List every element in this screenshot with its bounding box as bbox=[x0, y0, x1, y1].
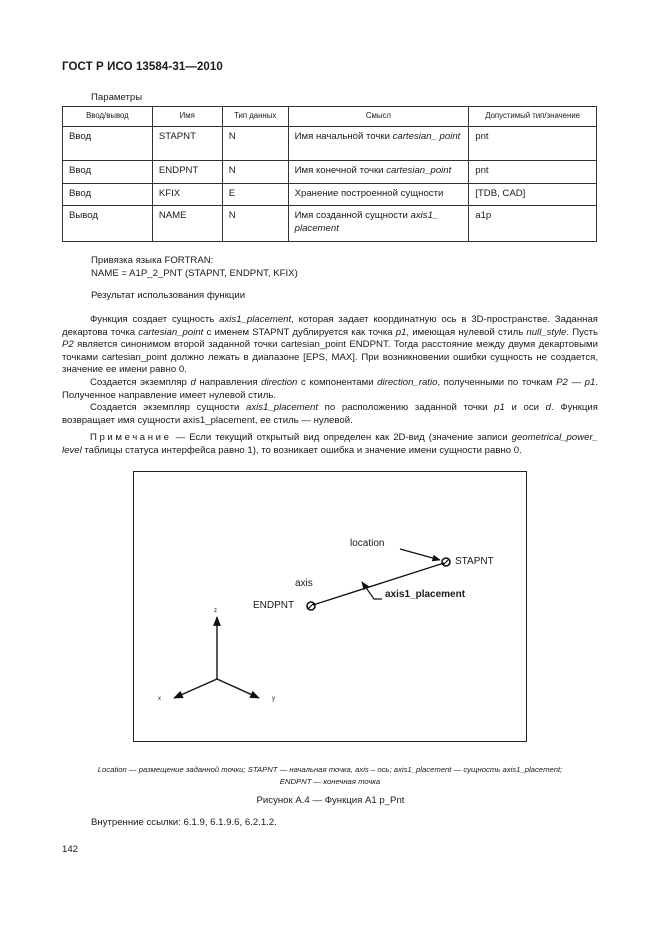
figure-frame bbox=[133, 471, 527, 742]
table-row bbox=[63, 184, 597, 206]
cell-type: N bbox=[222, 127, 288, 161]
column-header: Имя bbox=[152, 107, 222, 127]
cell-name: ENDPNT bbox=[152, 161, 222, 184]
cell-io: Вывод bbox=[63, 206, 153, 242]
cell-io: Ввод bbox=[63, 184, 153, 206]
internal-references: Внутренние ссылки: 6.1.9, 6.1.9.6, 6.2.1.2. bbox=[91, 817, 277, 828]
cell-meaning: Хранение построенной сущности bbox=[288, 184, 469, 206]
paragraph: Функция создает сущность axis1_placement, которая задает координатную ось в 3D-пространстве. Заданная декартова точка cartesian_point с именем STAPNT дублируется как точка p1, имеющая нулевой стиль null_style. Пусть P2 является синонимом второй заданной точки cartesian_point ENDPNT. Тогда расстояние между двумя декартовыми точками cartesian_point должно лежать в диапазоне [EPS, MAX]. При возникновении ошибки сущность не создается, значение ее имени равно 0. bbox=[62, 314, 599, 376]
cell-allowed: [TDB, CAD] bbox=[469, 184, 597, 206]
cell-allowed: pnt bbox=[469, 161, 597, 184]
label-endpnt: ENDPNT bbox=[253, 600, 295, 611]
cell-io: Ввод bbox=[63, 161, 153, 184]
label-axis: axis bbox=[295, 578, 313, 589]
caption-line: Location — размещение заданной точки; STAPNT — начальная точка, axis – ось; axis1_placement — сущность axis1_placement; bbox=[97, 765, 563, 774]
fortran-binding-code: NAME = A1P_2_PNT (STAPNT, ENDPNT, KFIX) bbox=[91, 267, 298, 279]
note-label: Примечание bbox=[90, 432, 172, 444]
cell-meaning: Имя начальной точки cartesian_ point bbox=[288, 127, 469, 161]
cell-allowed: a1p bbox=[469, 206, 597, 242]
location-leader bbox=[400, 549, 440, 560]
cell-type: E bbox=[222, 184, 288, 206]
table-header-row bbox=[63, 107, 597, 127]
endpnt-point-mark bbox=[308, 603, 314, 609]
column-header: Ввод/вывод bbox=[63, 107, 153, 127]
cell-name: KFIX bbox=[152, 184, 222, 206]
fortran-binding-title: Привязка языка FORTRAN: bbox=[91, 255, 214, 266]
label-x-axis: x bbox=[158, 696, 161, 702]
cell-type: N bbox=[222, 206, 288, 242]
body-text bbox=[62, 314, 598, 458]
cell-name: NAME bbox=[152, 206, 222, 242]
column-header: Допустимый тип/значение bbox=[469, 107, 597, 127]
x-axis-line bbox=[174, 679, 217, 698]
label-y-axis: y bbox=[272, 696, 275, 702]
note: Примечание — Если текущий открытый вид определен как 2D-вид (значение записи geometrical_power_ level таблицы статуса интерфейса равно 1), то возникает ошибка и значение имени сущности равно 0. bbox=[62, 432, 598, 456]
label-z-axis: z bbox=[214, 608, 217, 614]
label-axis1-placement: axis1_placement bbox=[385, 589, 466, 600]
table-row bbox=[63, 127, 597, 161]
label-location: location bbox=[350, 538, 385, 549]
caption-line: ENDPNT — конечная точка bbox=[279, 777, 381, 786]
paragraph: Создается экземпляр сущности axis1_placement по расположению заданной точки p1 и оси d. Функция возвращает имя сущности axis1_placement, ее стиль — нулевой. bbox=[62, 402, 598, 426]
figure-caption bbox=[62, 764, 598, 788]
fortran-binding bbox=[91, 255, 298, 280]
page-number: 142 bbox=[62, 844, 79, 855]
column-header: Смысл bbox=[288, 107, 469, 127]
cell-io: Ввод bbox=[63, 127, 153, 161]
cell-allowed: pnt bbox=[469, 127, 597, 161]
cell-name: STAPNT bbox=[152, 127, 222, 161]
table-row bbox=[63, 161, 597, 184]
figure-drawing bbox=[134, 472, 525, 740]
parameters-table bbox=[62, 106, 597, 242]
cell-meaning: Имя созданной сущности axis1_ placement bbox=[288, 206, 469, 242]
cell-type: N bbox=[222, 161, 288, 184]
document-header: ГОСТ Р ИСО 13584-31—2010 bbox=[62, 61, 223, 73]
result-heading: Результат использования функции bbox=[91, 290, 246, 301]
paragraph: Создается экземпляр d направления direction с компонентами direction_ratio, полученными по точкам P2 — p1. Полученное направление имеет нулевой стиль. bbox=[62, 376, 598, 401]
y-axis-line bbox=[217, 679, 259, 698]
column-header: Тип данных bbox=[222, 107, 288, 127]
table-row bbox=[63, 206, 597, 242]
stapnt-point-mark bbox=[443, 559, 449, 565]
figure-title: Рисунок А.4 — Функция A1 p_Pnt bbox=[256, 795, 405, 806]
cell-meaning: Имя конечной точки cartesian_point bbox=[288, 161, 469, 184]
params-heading: Параметры bbox=[91, 92, 143, 103]
label-stapnt: STAPNT bbox=[455, 556, 494, 567]
